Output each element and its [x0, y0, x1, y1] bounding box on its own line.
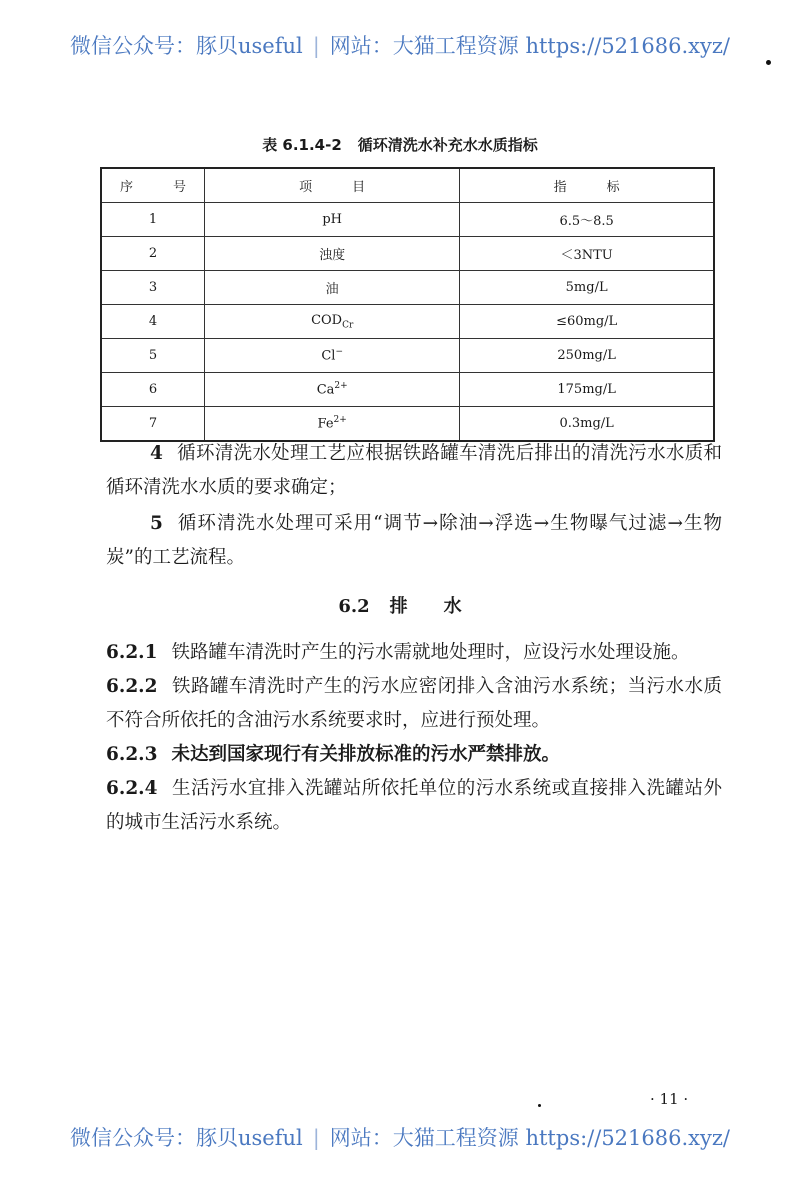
- table-header-row: [101, 168, 714, 203]
- row-value: 5mg/L: [460, 271, 714, 305]
- row-value: 175mg/L: [460, 373, 714, 407]
- clause-number: 4: [150, 443, 163, 464]
- table-row: [101, 203, 714, 237]
- page-number: · 11 ·: [650, 1090, 689, 1108]
- water-quality-table: [100, 167, 715, 442]
- row-item: pH: [205, 203, 460, 237]
- watermark-wechat: 微信公众号：豚贝useful: [69, 1126, 303, 1150]
- watermark-separator: |: [312, 1126, 320, 1150]
- row-no: 3: [101, 271, 205, 305]
- scan-speck: [538, 1104, 541, 1107]
- watermark-website: 网站：大猫工程资源 https://521686.xyz/: [329, 34, 731, 58]
- clause-6-2-3: 6.2.3 未达到国家现行有关排放标准的污水严禁排放。: [106, 744, 561, 765]
- scan-speck: [766, 60, 771, 65]
- watermark-website: 网站：大猫工程资源 https://521686.xyz/: [329, 1126, 731, 1150]
- clause-text: 循环清洗水处理可采用“调节→除油→浮选→生物曝气过滤→生物炭”的工艺流程。: [106, 513, 722, 568]
- header-value: 指标: [460, 168, 714, 203]
- row-item: $Fe^{2+}$: [205, 407, 460, 442]
- row-value: 250mg/L: [460, 339, 714, 373]
- row-item: $Ca^{2+}$: [205, 373, 460, 407]
- table-number: 表 6.1.4-2: [262, 136, 342, 154]
- watermark-separator: |: [312, 34, 320, 58]
- row-no: 1: [101, 203, 205, 237]
- watermark-header: [0, 30, 800, 60]
- table-caption: [0, 134, 800, 155]
- table-row: [101, 271, 714, 305]
- clause-text: 循环清洗水处理工艺应根据铁路罐车清洗后排出的清洗污水水质和循环清洗水水质的要求确定；: [106, 443, 722, 498]
- header-no: 序号: [101, 168, 205, 203]
- clause-6-2-2: 6.2.2 铁路罐车清洗时产生的污水应密闭排入含油污水系统；当污水水质不符合所依托的含油污水系统要求时，应进行预处理。: [106, 676, 722, 731]
- section-title: 排水: [389, 596, 498, 617]
- table-title: 循环清洗水补充水水质指标: [357, 136, 538, 154]
- row-value: ≤60mg/L: [460, 305, 714, 339]
- row-no: 2: [101, 237, 205, 271]
- section-6-2-body: [106, 636, 722, 840]
- table-row: [101, 237, 714, 271]
- clause-number: 5: [150, 513, 163, 534]
- row-value: 0.3mg/L: [460, 407, 714, 442]
- row-item: $COD_{Cr}$: [205, 305, 460, 339]
- section-number: 6.2: [338, 596, 370, 617]
- row-value: ＜3NTU: [460, 237, 714, 271]
- clause-6-2-4: 6.2.4 生活污水宜排入洗罐站所依托单位的污水系统或直接排入洗罐站外的城市生活污水系统。: [106, 778, 722, 833]
- watermark-wechat: 微信公众号：豚贝useful: [69, 34, 303, 58]
- row-no: 5: [101, 339, 205, 373]
- row-item: 油: [205, 271, 460, 305]
- table-row: [101, 407, 714, 442]
- row-no: 7: [101, 407, 205, 442]
- header-item: 项目: [205, 168, 460, 203]
- row-item: 浊度: [205, 237, 460, 271]
- clause-4: [106, 437, 722, 505]
- row-item: Cl−: [205, 339, 460, 373]
- clause-5: [106, 507, 722, 575]
- table-row: [101, 305, 714, 339]
- table-row: [101, 373, 714, 407]
- row-value: 6.5～8.5: [460, 203, 714, 237]
- row-no: 6: [101, 373, 205, 407]
- table-row: [101, 339, 714, 373]
- clause-6-2-1: 6.2.1 铁路罐车清洗时产生的污水需就地处理时，应设污水处理设施。: [106, 642, 690, 663]
- row-no: 4: [101, 305, 205, 339]
- watermark-footer: [0, 1122, 800, 1152]
- section-heading: [0, 592, 800, 618]
